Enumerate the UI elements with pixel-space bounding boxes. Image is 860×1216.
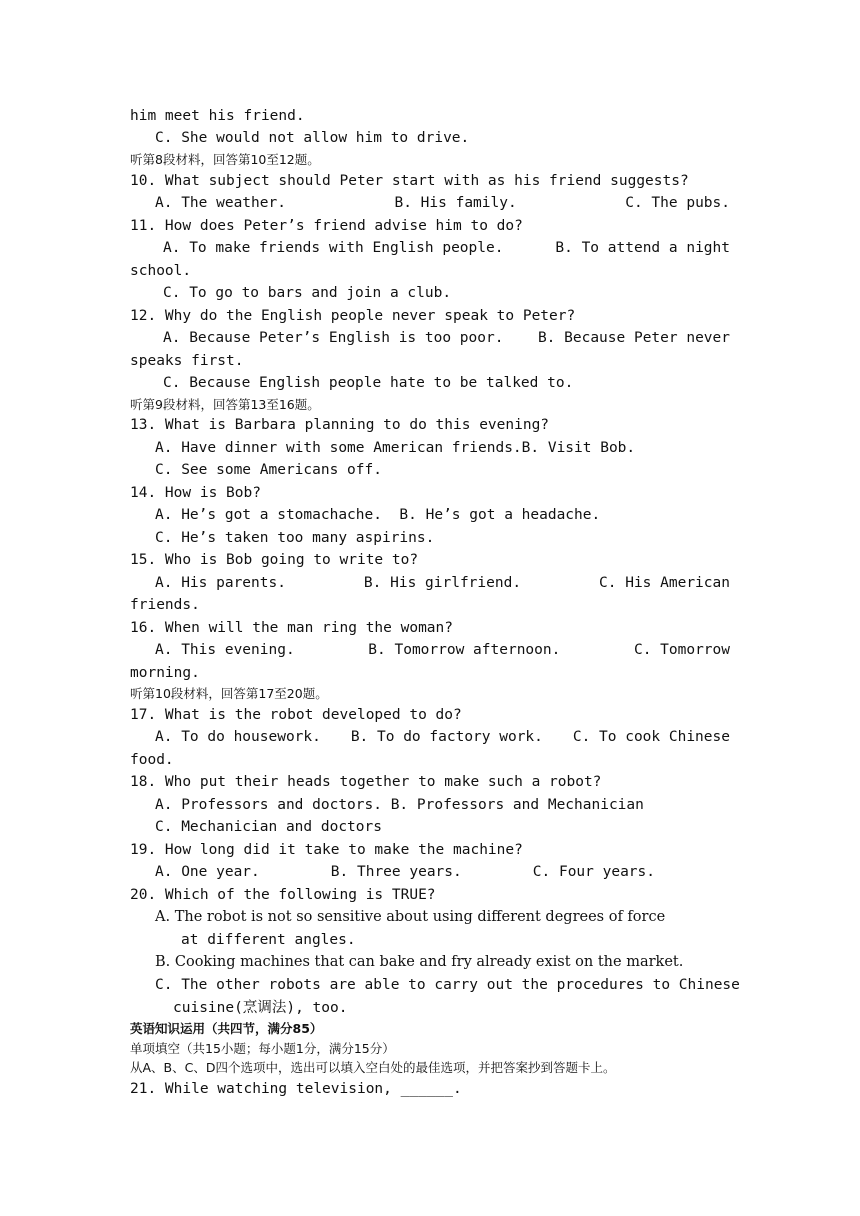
option-line: C. Because English people hate to be talked to. (163, 375, 574, 391)
text-line: food. (130, 752, 174, 768)
question-16: 16. When will the man ring the woman? (130, 620, 454, 636)
options-19 (155, 862, 655, 882)
option-c: C. The pubs. (625, 195, 730, 211)
option-c: C. To cook Chinese (572, 729, 730, 745)
option-c: C. Four years. (532, 864, 655, 880)
option-a: A. The weather. (155, 195, 286, 211)
section-heading: 单项填空（共15小题；每小题1分，满分15分） (130, 1041, 395, 1056)
section-heading: 听第10段材料，回答第17至20题。 (130, 686, 328, 701)
option-line: A. He’s got a stomachache. B. He’s got a headache. (155, 507, 601, 523)
question-17: 17. What is the robot developed to do? (130, 707, 462, 723)
instructions: 从A、B、C、D四个选项中，选出可以填入空白处的最佳选项，并把答案抄到答题卡上。 (130, 1060, 616, 1075)
option-b: B. His family. (394, 195, 517, 211)
option-a: A. To make friends with English people. (163, 240, 504, 256)
option-b: B. To do factory work. (350, 729, 543, 745)
option-a: A. To do housework. (155, 729, 321, 745)
section-heading: 听第8段材料，回答第10至12题。 (130, 152, 320, 167)
text-line: school. (130, 263, 192, 279)
option-line: C. He’s taken too many aspirins. (155, 530, 435, 546)
options-10 (155, 193, 730, 213)
option-line: C. Mechanician and doctors (155, 819, 382, 835)
options-15 (155, 573, 730, 593)
option-line: at different angles. (181, 932, 356, 948)
question-13: 13. What is Barbara planning to do this evening? (130, 417, 550, 433)
option-a: A. Because Peter’s English is too poor. (163, 330, 504, 346)
option-a: A. One year. (155, 864, 260, 880)
question-15: 15. Who is Bob going to write to? (130, 552, 419, 568)
options-11 (163, 238, 730, 258)
question-11: 11. How does Peter’s friend advise him to do? (130, 218, 523, 234)
option-line: B. Cooking machines that can bake and fry already exist on the market. (155, 954, 684, 970)
question-21: 21. While watching television, ______. (130, 1081, 462, 1097)
option-b: B. His girlfriend. (363, 575, 522, 591)
option-line: C. See some Americans off. (155, 462, 382, 478)
question-10: 10. What subject should Peter start with as his friend suggests? (130, 173, 689, 189)
option-b: B. To attend a night (555, 240, 730, 256)
option-c: C. Tomorrow (633, 642, 730, 658)
option-a: A. This evening. (155, 642, 295, 658)
question-20: 20. Which of the following is TRUE? (130, 887, 436, 903)
question-19: 19. How long did it take to make the machine? (130, 842, 523, 858)
text-line: morning. (130, 665, 200, 681)
option-b: B. Because Peter never (537, 330, 730, 346)
option-line: C. To go to bars and join a club. (163, 285, 452, 301)
question-18: 18. Who put their heads together to make such a robot? (130, 774, 602, 790)
section-heading: 听第9段材料，回答第13至16题。 (130, 397, 320, 412)
text-line: him meet his friend. (130, 108, 305, 124)
part-heading: 英语知识运用（共四节，满分85） (130, 1021, 323, 1036)
option-line: A. Have dinner with some American friends.B. Visit Bob. (155, 440, 636, 456)
option-line: cuisine(烹调法), too. (173, 1000, 348, 1016)
option-c: C. His American (599, 575, 730, 591)
option-line: C. The other robots are able to carry out the procedures to Chinese (155, 977, 740, 993)
option-line: A. Professors and doctors. B. Professors and Mechanician (155, 797, 644, 813)
option-line: A. The robot is not so sensitive about using different degrees of force (155, 909, 666, 925)
question-12: 12. Why do the English people never speak to Peter? (130, 308, 576, 324)
text-line: speaks first. (130, 353, 244, 369)
question-14: 14. How is Bob? (130, 485, 261, 501)
options-16 (155, 640, 730, 660)
option-line: C. She would not allow him to drive. (155, 130, 470, 146)
option-b: B. Three years. (330, 864, 462, 880)
option-b: B. Tomorrow afternoon. (368, 642, 561, 658)
options-12 (163, 328, 730, 348)
text-line: friends. (130, 597, 200, 613)
options-17 (155, 727, 730, 747)
option-a: A. His parents. (155, 575, 286, 591)
